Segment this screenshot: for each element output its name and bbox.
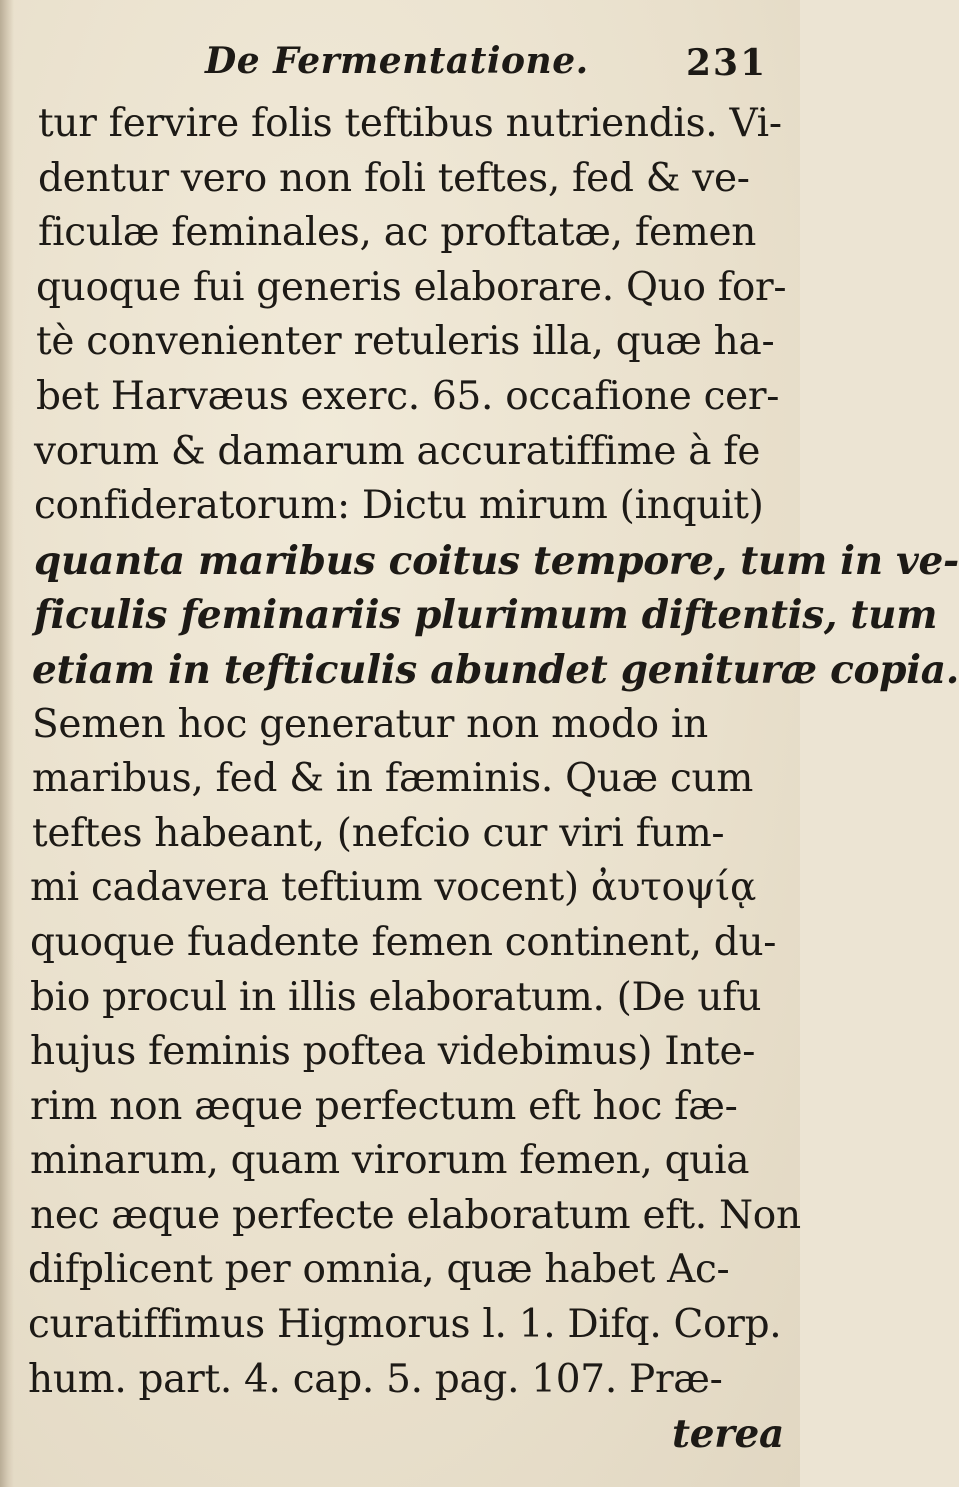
page-number: 231 — [686, 42, 768, 84]
text-line: maribus, fed & in fæminis. Quæ cum — [32, 756, 754, 802]
catchword: terea — [672, 1411, 784, 1458]
text-line-italic: ficulis feminariis plurimum diftentis, tum — [34, 592, 938, 639]
text-line: hum. part. 4. cap. 5. pag. 107. Præ- — [28, 1356, 723, 1402]
text-line: rim non æque perfectum eft hoc fæ- — [30, 1083, 738, 1129]
text-line: tè convenienter retuleris illa, quæ ha- — [36, 319, 775, 365]
page-title: De Fermentatione. — [205, 40, 589, 82]
text-line: teftes habeant, (nefcio cur viri fum- — [32, 810, 725, 856]
text-line-italic: etiam in tefticulis abundet genituræ copia. — [32, 646, 959, 693]
text-line: quoque fui generis elaborare. Quo for- — [36, 264, 787, 310]
text-line: bet Harvæus exerc. 65. occafione cer- — [36, 373, 780, 419]
text-line: difplicent per omnia, quæ habet Ac- — [28, 1247, 730, 1293]
text-line: vorum & damarum accuratiffime à fe — [34, 428, 761, 474]
text-line: ficulæ feminales, ac proftatæ, femen — [38, 210, 757, 256]
body-text — [28, 97, 959, 1462]
text-line: confideratorum: Dictu mirum (inquit) — [34, 483, 764, 529]
text-line: mi cadavera teftium vocent) ἀυτοψίᾳ — [30, 865, 757, 911]
text-line: bio procul in illis elaboratum. (De ufu — [30, 974, 762, 1020]
text-line: hujus feminis poftea videbimus) Inte- — [30, 1029, 756, 1075]
text-line: tur fervire folis teftibus nutriendis. Vi- — [38, 101, 782, 146]
text-line: dentur vero non foli teftes, fed & ve- — [38, 155, 750, 201]
text-line: curatiffimus Higmorus l. 1. Difq. Corp. — [28, 1302, 782, 1348]
text-line-italic: quanta maribus coitus tempore, tum in ve- — [34, 537, 959, 584]
binding-shadow — [0, 0, 14, 1487]
text-line: Semen hoc generatur non modo in — [32, 701, 708, 747]
running-head — [0, 40, 800, 90]
text-line: minarum, quam virorum femen, quia — [30, 1138, 750, 1184]
text-line: quoque fuadente femen continent, du- — [30, 919, 777, 965]
text-line: nec æque perfecte elaboratum eft. Non — [30, 1192, 801, 1238]
